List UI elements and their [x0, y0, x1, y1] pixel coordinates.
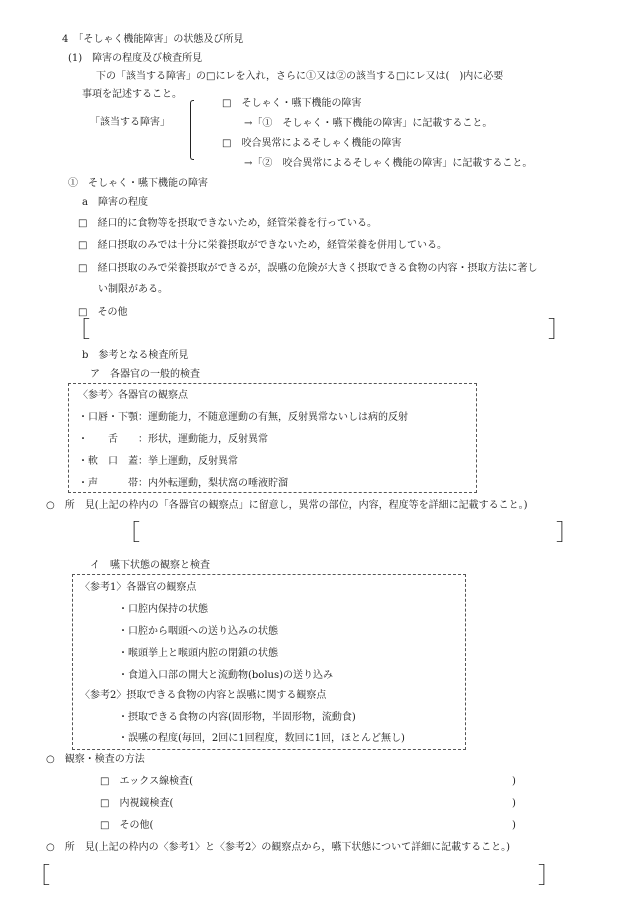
part1-heading: ① そしゃく・嚥下機能の障害 — [68, 178, 208, 189]
method-heading: ○ 観察・検査の方法 — [46, 754, 145, 765]
exam-heading: b 参考となる検査所見 — [82, 350, 189, 361]
method-xray-close: ) — [512, 776, 516, 787]
ref1-title: 〈参考1〉各器官の観察点 — [80, 582, 197, 593]
subsection-title: (1) 障害の程度及び検査所見 — [68, 53, 203, 64]
severity-option-3-cont: い制限がある。 — [98, 284, 168, 295]
option1-instruction: →「① そしゃく・嚥下機能の障害」に記載すること。 — [244, 118, 493, 129]
ref1-line-3: ・喉頭挙上と喉頭内腔の閉鎖の状態 — [118, 648, 278, 659]
other-left-bracket: ［ — [68, 318, 91, 343]
ref1-line-4: ・食道入口部の開大と流動物(bolus)の送り込み — [118, 670, 333, 681]
finding-1: ○ 所 見(上記の枠内の「各器官の観察点」に留意し，異常の部位，内容，程度等を詳細に記載すること。) — [46, 500, 528, 511]
severity-option-2[interactable]: □ 経口摂取のみでは十分に栄養摂取ができないため，経管栄養を併用している。 — [78, 240, 448, 251]
option2-instruction: →「② 咬合異常によるそしゃく機能の障害」に記載すること。 — [244, 158, 533, 169]
brace-mark — [190, 100, 194, 160]
option-chewing-swallowing[interactable]: □ そしゃく・嚥下機能の障害 — [222, 98, 362, 109]
organ-line-palate: ・軟 口 蓋：挙上運動，反射異常 — [78, 456, 238, 467]
organ-line-lips: ・口唇・下顎：運動能力，不随意運動の有無，反射異常ないしは病的反射 — [78, 412, 408, 423]
finding-2: ○ 所 見(上記の枠内の〈参考1〉と〈参考2〉の観察点から，嚥下状態について詳細に記載すること。) — [46, 842, 511, 853]
ref1-line-2: ・口腔から咽頭への送り込みの状態 — [118, 626, 278, 637]
severity-heading: a 障害の程度 — [82, 197, 148, 208]
section-title: 4 「そしゃく機能障害」の状態及び所見 — [62, 34, 244, 45]
ref2-title: 〈参考2〉摂取できる食物の内容と誤嚥に関する観察点 — [80, 690, 327, 701]
finding2-right-bracket: ］ — [538, 864, 561, 889]
severity-option-other[interactable]: □ その他 — [78, 307, 128, 318]
instruction-line-1: 下の「該当する障害」の□にレを入れ，さらに①又は②の該当する□にレ又は( )内に必要 — [96, 71, 504, 82]
severity-option-3[interactable]: □ 経口摂取のみで栄養摂取ができるが，誤嚥の危険が大きく摂取できる食物の内容・摂取方法に著し — [78, 263, 538, 274]
organ-box-title: 〈参考〉各器官の観察点 — [78, 390, 188, 401]
organ-line-vocal-cords: ・声 帯：内外転運動，梨状窩の唾液貯溜 — [78, 478, 288, 489]
method-endoscope-close: ) — [512, 798, 516, 809]
general-exam-heading: ア 各器官の一般的検査 — [90, 369, 200, 380]
severity-option-1[interactable]: □ 経口的に食物等を摂取できないため，経管栄養を行っている。 — [78, 218, 378, 229]
ref1-line-1: ・口腔内保持の状態 — [118, 604, 208, 615]
other-right-bracket: ］ — [548, 318, 571, 343]
method-other-close: ) — [512, 820, 516, 831]
ref2-line-1: ・摂取できる食物の内容(固形物，半固形物，流動食) — [118, 712, 356, 723]
applicable-label: 「該当する障害」 — [90, 117, 170, 128]
organ-line-tongue: ・ 舌 ：形状，運動能力，反射異常 — [78, 434, 268, 445]
finding2-left-bracket: ［ — [28, 864, 51, 889]
finding1-left-bracket: ［ — [118, 521, 141, 546]
instruction-line-2: 事項を記述すること。 — [82, 89, 182, 100]
swallowing-heading: イ 嚥下状態の観察と検査 — [90, 560, 210, 571]
finding1-right-bracket: ］ — [556, 521, 579, 546]
method-endoscope[interactable]: □ 内視鏡検査( — [100, 798, 174, 809]
option-malocclusion[interactable]: □ 咬合異常によるそしゃく機能の障害 — [222, 138, 402, 149]
ref2-line-2: ・誤嚥の程度(毎回，2回に1回程度，数回に1回，ほとんど無し) — [118, 733, 405, 744]
method-other[interactable]: □ その他( — [100, 820, 154, 831]
method-xray[interactable]: □ エックス線検査( — [100, 776, 194, 787]
